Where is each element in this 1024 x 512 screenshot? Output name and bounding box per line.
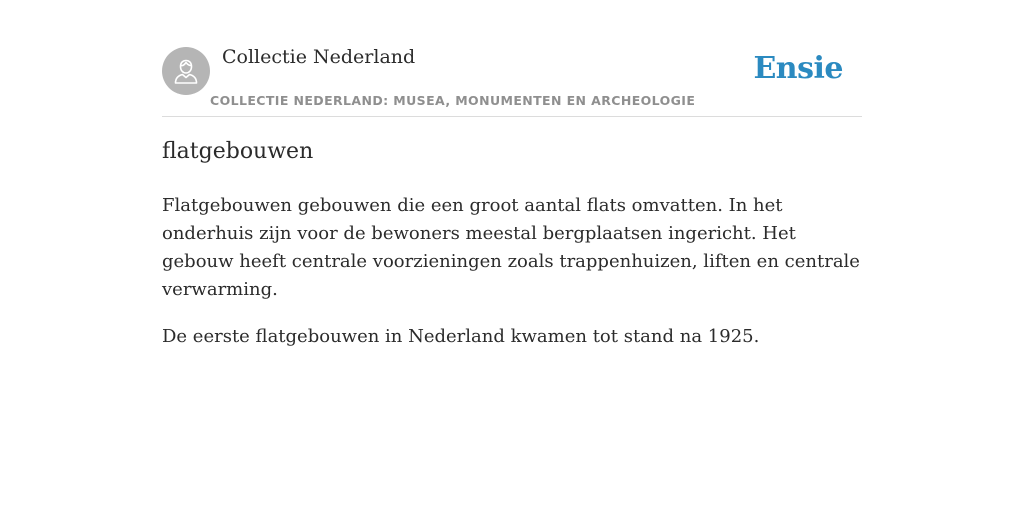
entry-paragraph: Flatgebouwen gebouwen die een groot aantal flats omvatten. In het onderhuis zijn voor de bewoners meestal bergplaatsen ingericht. Het gebouw heeft centrale voorzieningen zoals trappenhuizen, liften en centrale verwarming. <box>162 195 860 300</box>
author-name[interactable]: Collectie Nederland <box>222 46 416 68</box>
avatar[interactable] <box>162 47 210 95</box>
entry-header <box>162 40 862 117</box>
entry-title: flatgebouwen <box>162 139 314 164</box>
source-title[interactable]: COLLECTIE NEDERLAND: MUSEA, MONUMENTEN EN ARCHEOLOGIE <box>210 93 696 108</box>
brand-logo[interactable]: Ensie <box>753 51 843 86</box>
entry-paragraph: De eerste flatgebouwen in Nederland kwamen tot stand na 1925. <box>162 326 760 347</box>
entry-body <box>162 192 862 370</box>
user-icon <box>171 56 201 86</box>
